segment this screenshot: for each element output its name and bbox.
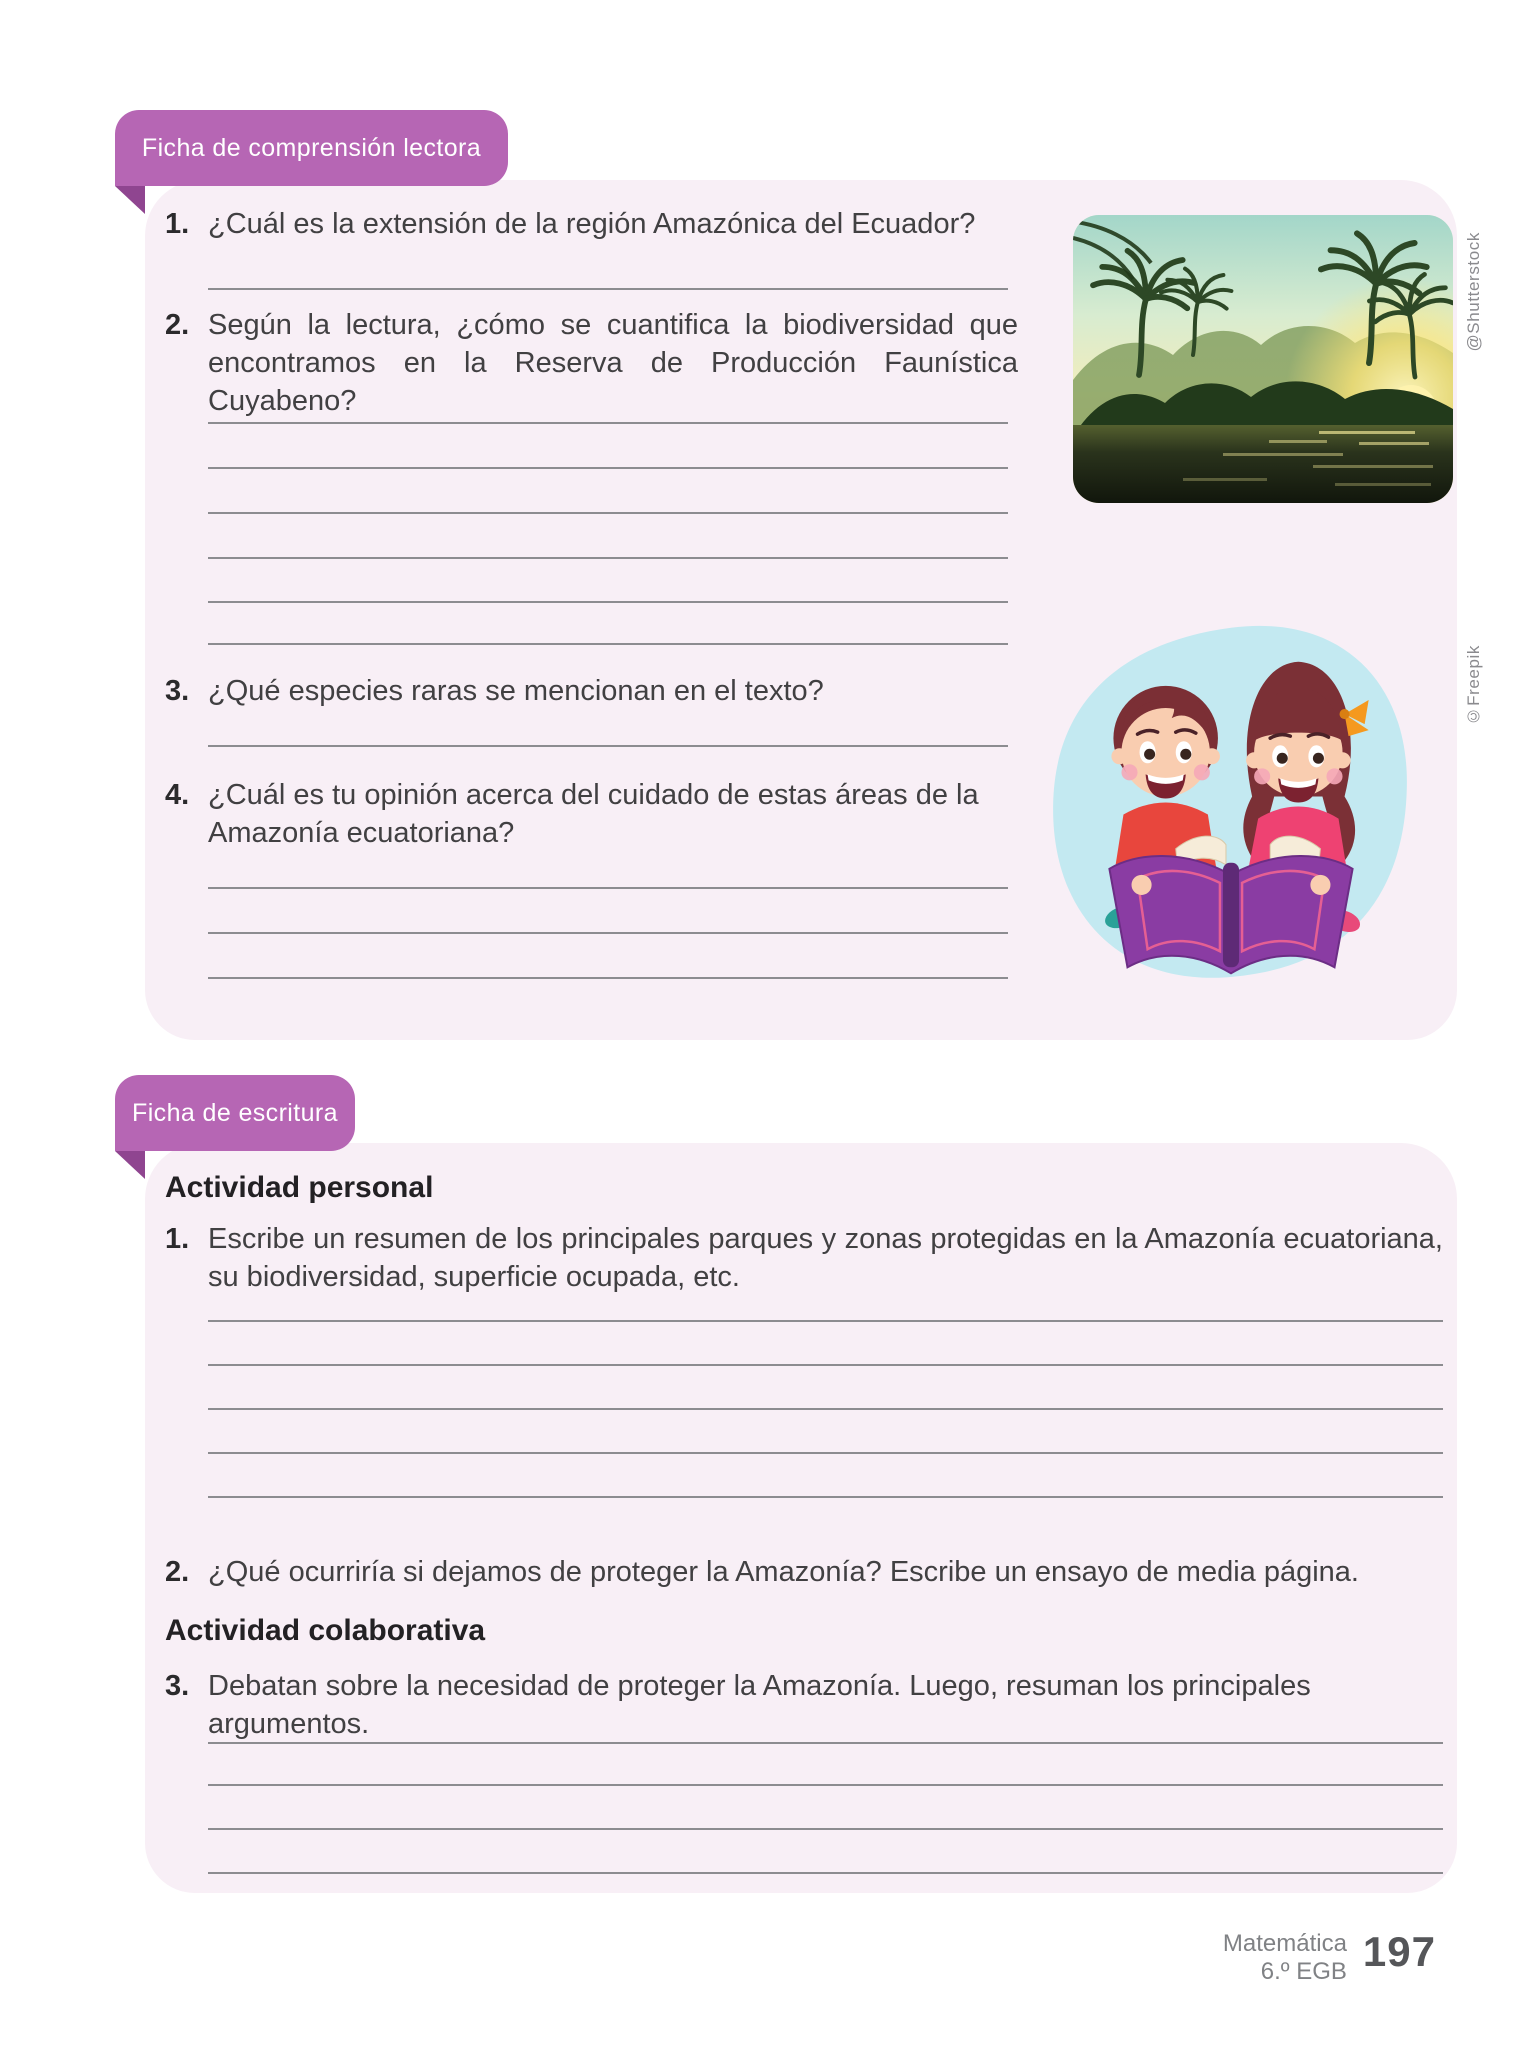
question-number: 3. — [165, 1670, 190, 1702]
answer-line — [208, 1408, 1443, 1410]
comprehension-tab-label: Ficha de comprensión lectora — [141, 133, 482, 162]
answer-line — [208, 557, 1008, 559]
answer-line — [208, 1784, 1443, 1786]
question-number: 1. — [165, 1223, 190, 1255]
question-row — [165, 205, 998, 243]
question-number: 4. — [165, 779, 190, 811]
tab-fold-decoration — [115, 186, 145, 214]
answer-line — [208, 512, 1008, 514]
kids-reading-illustration — [1025, 605, 1437, 1003]
rainforest-photo-art — [1073, 215, 1453, 503]
collaborative-activity-heading: Actividad colaborativa — [165, 1614, 486, 1647]
answer-line — [208, 467, 1008, 469]
question-text: ¿Cuál es la extensión de la región Amazónica del Ecuador? — [208, 208, 976, 240]
answer-line — [208, 288, 1008, 290]
page-footer — [1000, 1930, 1436, 1986]
question-row — [165, 1220, 1443, 1296]
tab-fold-decoration — [115, 1151, 145, 1179]
grade-label: 6.º EGB — [1260, 1958, 1347, 1985]
illustration-credit: ©Freepik — [1464, 645, 1483, 726]
question-number: 3. — [165, 675, 190, 707]
comprehension-panel — [145, 180, 1457, 1040]
comprehension-tab — [115, 110, 508, 186]
answer-line — [208, 601, 1008, 603]
answer-line — [208, 1452, 1443, 1454]
question-row — [165, 672, 998, 710]
answer-line — [208, 1742, 1443, 1744]
question-row — [165, 776, 1058, 852]
photo-credit: @Shutterstock — [1464, 232, 1483, 352]
answer-line — [208, 932, 1008, 934]
question-row — [165, 1553, 1458, 1591]
question-text: Debatan sobre la necesidad de proteger la Amazonía. Luego, resuman los principales argumentos. — [208, 1670, 1311, 1740]
rainforest-photo — [1073, 215, 1453, 503]
question-row — [165, 306, 1018, 420]
answer-line — [208, 887, 1008, 889]
writing-tab — [115, 1075, 355, 1151]
writing-tab-label: Ficha de escritura — [132, 1098, 338, 1127]
writing-panel — [145, 1143, 1457, 1893]
answer-line — [208, 1828, 1443, 1830]
answer-line — [208, 977, 1008, 979]
question-text: Según la lectura, ¿cómo se cuantifica la biodiversidad que encontramos en la Reserva de Producción Faunística Cuyabeno? — [208, 309, 1018, 417]
question-text: Escribe un resumen de los principales parques y zonas protegidas en la Amazonía ecuatoriana, su biodiversidad, superficie ocupada, etc. — [208, 1223, 1443, 1293]
footer-labels — [1223, 1930, 1347, 1986]
answer-line — [208, 643, 1008, 645]
answer-line — [208, 745, 1008, 747]
question-number: 2. — [165, 309, 190, 341]
question-text: ¿Qué especies raras se mencionan en el texto? — [208, 675, 824, 707]
answer-line — [208, 1320, 1443, 1322]
answer-line — [208, 1872, 1443, 1874]
question-text: ¿Cuál es tu opinión acerca del cuidado de estas áreas de la Amazonía ecuatoriana? — [208, 779, 979, 849]
kids-reading-art — [1025, 605, 1437, 1003]
question-number: 2. — [165, 1556, 190, 1588]
answer-line — [208, 422, 1008, 424]
subject-label: Matemática — [1222, 1930, 1347, 1957]
question-text: ¿Qué ocurriría si dejamos de proteger la Amazonía? Escribe un ensayo de media página. — [208, 1556, 1359, 1588]
question-number: 1. — [165, 208, 190, 240]
answer-line — [208, 1496, 1443, 1498]
question-row — [165, 1667, 1458, 1743]
personal-activity-heading: Actividad personal — [165, 1171, 434, 1204]
page-number: 197 — [1362, 1928, 1436, 1975]
answer-line — [208, 1364, 1443, 1366]
